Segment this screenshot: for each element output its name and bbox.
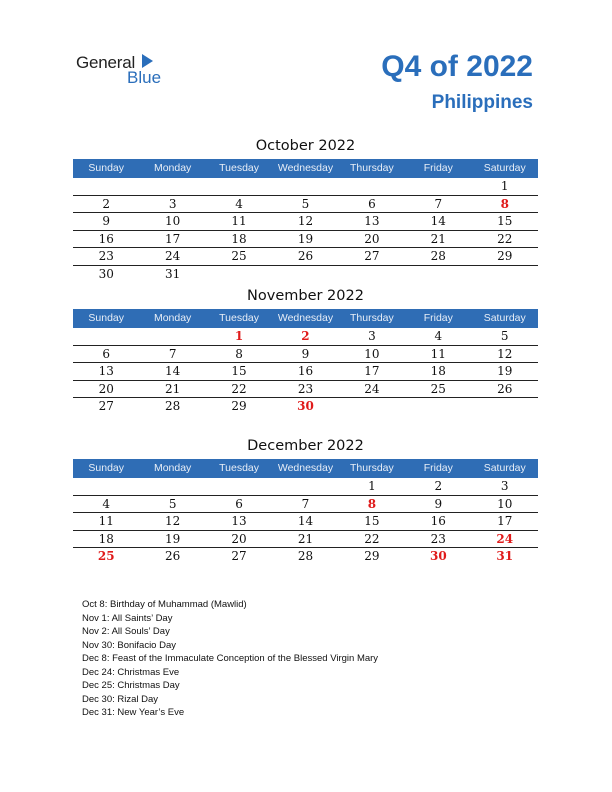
weekday-header bbox=[73, 309, 538, 328]
day-cell: 10 bbox=[497, 496, 513, 511]
day-cell: 27 bbox=[98, 399, 114, 413]
month-october bbox=[73, 135, 538, 283]
weekday-label: Monday bbox=[153, 162, 192, 174]
day-cell: 3 bbox=[368, 329, 376, 343]
day-cell: 25 bbox=[231, 249, 247, 263]
weekday-label: Friday bbox=[423, 162, 453, 174]
day-cell: 30 bbox=[429, 549, 447, 563]
day-cell: 13 bbox=[231, 514, 247, 528]
logo bbox=[76, 53, 176, 89]
day-cell: 11 bbox=[430, 346, 446, 361]
day-cell: 22 bbox=[497, 231, 513, 246]
day-cell: 24 bbox=[164, 249, 181, 263]
day-cell bbox=[472, 266, 538, 284]
week-row bbox=[73, 363, 538, 381]
weekday-label: Saturday bbox=[483, 312, 526, 324]
weekday-label: Sunday bbox=[88, 162, 125, 174]
day-cell: 6 bbox=[102, 346, 111, 361]
day-cell: 7 bbox=[168, 346, 177, 361]
day-cell: 22 bbox=[231, 381, 247, 396]
day-cell: 8 bbox=[367, 496, 377, 511]
week-row bbox=[73, 248, 538, 266]
day-cell bbox=[272, 478, 338, 495]
day-cell: 7 bbox=[434, 196, 443, 211]
holiday-item: Oct 8: Birthday of Muhammad (Mawlid) bbox=[82, 599, 247, 610]
day-cell: 2 bbox=[102, 196, 111, 211]
day-cell: 15 bbox=[231, 364, 247, 378]
day-cell: 2 bbox=[301, 329, 310, 343]
day-cell bbox=[206, 266, 272, 284]
day-cell: 13 bbox=[98, 364, 114, 378]
day-cell: 27 bbox=[364, 249, 380, 263]
day-cell bbox=[405, 398, 471, 416]
day-cell bbox=[139, 178, 205, 195]
day-cell: 20 bbox=[98, 381, 114, 396]
weekday-label: Sunday bbox=[88, 462, 125, 474]
day-cell: 20 bbox=[364, 231, 380, 246]
holiday-item: Nov 1: All Saints’ Day bbox=[82, 612, 173, 624]
day-cell: 30 bbox=[98, 266, 114, 281]
day-cell: 16 bbox=[430, 514, 446, 528]
day-cell: 14 bbox=[297, 514, 314, 528]
day-cell: 8 bbox=[500, 196, 509, 211]
holiday-item: Dec 30: Rizal Day bbox=[82, 693, 159, 705]
day-cell: 19 bbox=[164, 531, 181, 546]
day-cell bbox=[405, 178, 471, 195]
logo-general-text: General bbox=[76, 53, 136, 72]
day-cell: 17 bbox=[164, 231, 181, 246]
day-cell: 29 bbox=[364, 549, 380, 563]
month-december bbox=[73, 435, 538, 566]
holiday-item: Nov 2: All Souls’ Day bbox=[82, 626, 170, 637]
week-row bbox=[73, 513, 538, 531]
weekday-label: Thursday bbox=[350, 162, 394, 174]
week-row bbox=[73, 328, 538, 346]
day-cell: 25 bbox=[430, 381, 446, 396]
day-cell: 25 bbox=[97, 549, 115, 563]
weekday-label: Wednesday bbox=[277, 312, 334, 324]
day-cell: 23 bbox=[98, 249, 114, 263]
weekday-label: Friday bbox=[423, 462, 453, 474]
day-cell: 6 bbox=[235, 496, 243, 511]
day-cell: 26 bbox=[497, 381, 513, 396]
day-cell: 10 bbox=[164, 214, 181, 228]
day-cell: 26 bbox=[297, 249, 314, 263]
day-cell bbox=[339, 266, 405, 284]
holiday-item: Dec 8: Feast of the Immaculate Conception of the Blessed Virgin Mary bbox=[82, 653, 379, 664]
holiday-item: Dec 31: New Year’s Eve bbox=[82, 707, 185, 718]
day-cell bbox=[139, 328, 205, 345]
day-cell: 16 bbox=[297, 364, 314, 378]
day-cell bbox=[73, 328, 139, 345]
day-cell bbox=[272, 178, 338, 195]
day-cell: 15 bbox=[364, 514, 380, 528]
week-row bbox=[73, 196, 538, 214]
day-cell: 2 bbox=[434, 479, 443, 493]
day-cell: 9 bbox=[301, 346, 310, 361]
weekday-label: Thursday bbox=[350, 312, 394, 324]
logo-blue-text: Blue bbox=[127, 68, 162, 87]
day-cell bbox=[206, 178, 272, 195]
page-title: Q4 of 2022 bbox=[381, 50, 533, 83]
day-cell: 14 bbox=[430, 214, 446, 228]
day-cell: 18 bbox=[231, 231, 247, 246]
day-cell: 14 bbox=[164, 364, 181, 378]
day-cell: 22 bbox=[364, 531, 380, 546]
day-cell: 12 bbox=[164, 514, 181, 528]
day-cell: 24 bbox=[364, 381, 380, 396]
country-name: Philippines bbox=[431, 92, 533, 113]
day-cell: 20 bbox=[231, 531, 247, 546]
weekday-header bbox=[73, 459, 538, 478]
weekday-label: Monday bbox=[153, 462, 192, 474]
weekday-label: Tuesday bbox=[219, 162, 259, 174]
holiday-list bbox=[82, 598, 378, 720]
day-cell: 28 bbox=[430, 249, 446, 263]
day-cell: 15 bbox=[497, 214, 513, 228]
day-cell bbox=[139, 478, 205, 495]
day-cell bbox=[272, 266, 338, 284]
day-cell bbox=[472, 398, 538, 416]
day-cell: 28 bbox=[297, 549, 314, 563]
day-cell bbox=[339, 398, 405, 416]
holiday-item: Nov 30: Bonifacio Day bbox=[82, 639, 176, 651]
day-cell: 4 bbox=[434, 329, 443, 343]
day-cell: 16 bbox=[98, 231, 114, 246]
day-cell: 6 bbox=[368, 196, 376, 211]
day-cell: 29 bbox=[497, 249, 513, 263]
day-cell: 31 bbox=[164, 266, 181, 281]
day-cell: 30 bbox=[297, 399, 314, 413]
weekday-label: Saturday bbox=[483, 162, 526, 174]
day-cell: 26 bbox=[164, 549, 181, 563]
weekday-label: Tuesday bbox=[219, 312, 259, 324]
holiday-item: Dec 25: Christmas Day bbox=[82, 680, 180, 691]
day-cell: 19 bbox=[497, 364, 513, 378]
day-cell: 12 bbox=[297, 214, 314, 228]
day-cell: 9 bbox=[102, 214, 111, 228]
day-cell: 1 bbox=[234, 329, 244, 343]
day-cell: 1 bbox=[368, 479, 376, 493]
day-cell: 24 bbox=[496, 531, 514, 546]
weekday-label: Monday bbox=[153, 312, 192, 324]
day-cell: 4 bbox=[235, 196, 243, 211]
day-cell: 28 bbox=[164, 399, 181, 413]
month-title: November 2022 bbox=[247, 288, 364, 304]
day-cell: 11 bbox=[231, 214, 247, 228]
day-cell: 13 bbox=[364, 214, 380, 228]
weekday-label: Friday bbox=[423, 312, 453, 324]
day-cell: 21 bbox=[297, 531, 314, 546]
day-cell: 5 bbox=[168, 496, 177, 511]
day-cell: 23 bbox=[430, 531, 446, 546]
weekday-label: Wednesday bbox=[277, 162, 334, 174]
week-row bbox=[73, 381, 538, 399]
day-cell: 31 bbox=[496, 549, 514, 563]
week-row bbox=[73, 346, 538, 364]
week-row bbox=[73, 178, 538, 196]
month-november bbox=[73, 285, 538, 416]
weekday-label: Wednesday bbox=[277, 462, 334, 474]
day-cell: 21 bbox=[164, 381, 181, 396]
week-row bbox=[73, 213, 538, 231]
day-cell bbox=[405, 266, 471, 284]
day-cell: 17 bbox=[364, 364, 380, 378]
day-cell: 7 bbox=[301, 496, 310, 511]
weekday-label: Thursday bbox=[350, 462, 394, 474]
day-cell: 21 bbox=[430, 231, 446, 246]
month-title: October 2022 bbox=[255, 138, 356, 154]
day-cell bbox=[73, 178, 139, 195]
day-cell: 3 bbox=[500, 479, 509, 493]
logo-flag-icon bbox=[142, 54, 153, 68]
day-cell: 12 bbox=[497, 346, 513, 361]
weekday-label: Tuesday bbox=[219, 462, 259, 474]
day-cell bbox=[206, 478, 272, 495]
day-cell: 8 bbox=[235, 346, 243, 361]
week-row bbox=[73, 548, 538, 566]
day-cell: 18 bbox=[430, 364, 446, 378]
day-cell bbox=[73, 478, 139, 495]
day-cell: 9 bbox=[434, 496, 443, 511]
weekday-label: Saturday bbox=[483, 462, 526, 474]
day-cell: 5 bbox=[500, 329, 509, 343]
day-cell: 3 bbox=[168, 196, 177, 211]
week-row bbox=[73, 478, 538, 496]
week-row bbox=[73, 496, 538, 514]
day-cell: 19 bbox=[297, 231, 314, 246]
day-cell: 18 bbox=[98, 531, 114, 546]
day-cell: 5 bbox=[301, 196, 310, 211]
day-cell: 29 bbox=[231, 399, 247, 413]
day-cell: 23 bbox=[297, 381, 314, 396]
week-row bbox=[73, 531, 538, 549]
weekday-header bbox=[73, 159, 538, 178]
week-row bbox=[73, 398, 538, 416]
day-cell: 11 bbox=[98, 514, 114, 528]
day-cell: 4 bbox=[102, 496, 111, 511]
week-row bbox=[73, 266, 538, 284]
day-cell: 1 bbox=[500, 179, 509, 193]
month-title: December 2022 bbox=[247, 438, 364, 454]
day-cell bbox=[339, 178, 405, 195]
day-cell: 17 bbox=[497, 514, 513, 528]
holiday-item: Dec 24: Christmas Eve bbox=[82, 666, 180, 678]
week-row bbox=[73, 231, 538, 249]
day-cell: 27 bbox=[231, 549, 247, 563]
weekday-label: Sunday bbox=[88, 312, 125, 324]
day-cell: 10 bbox=[364, 346, 380, 361]
